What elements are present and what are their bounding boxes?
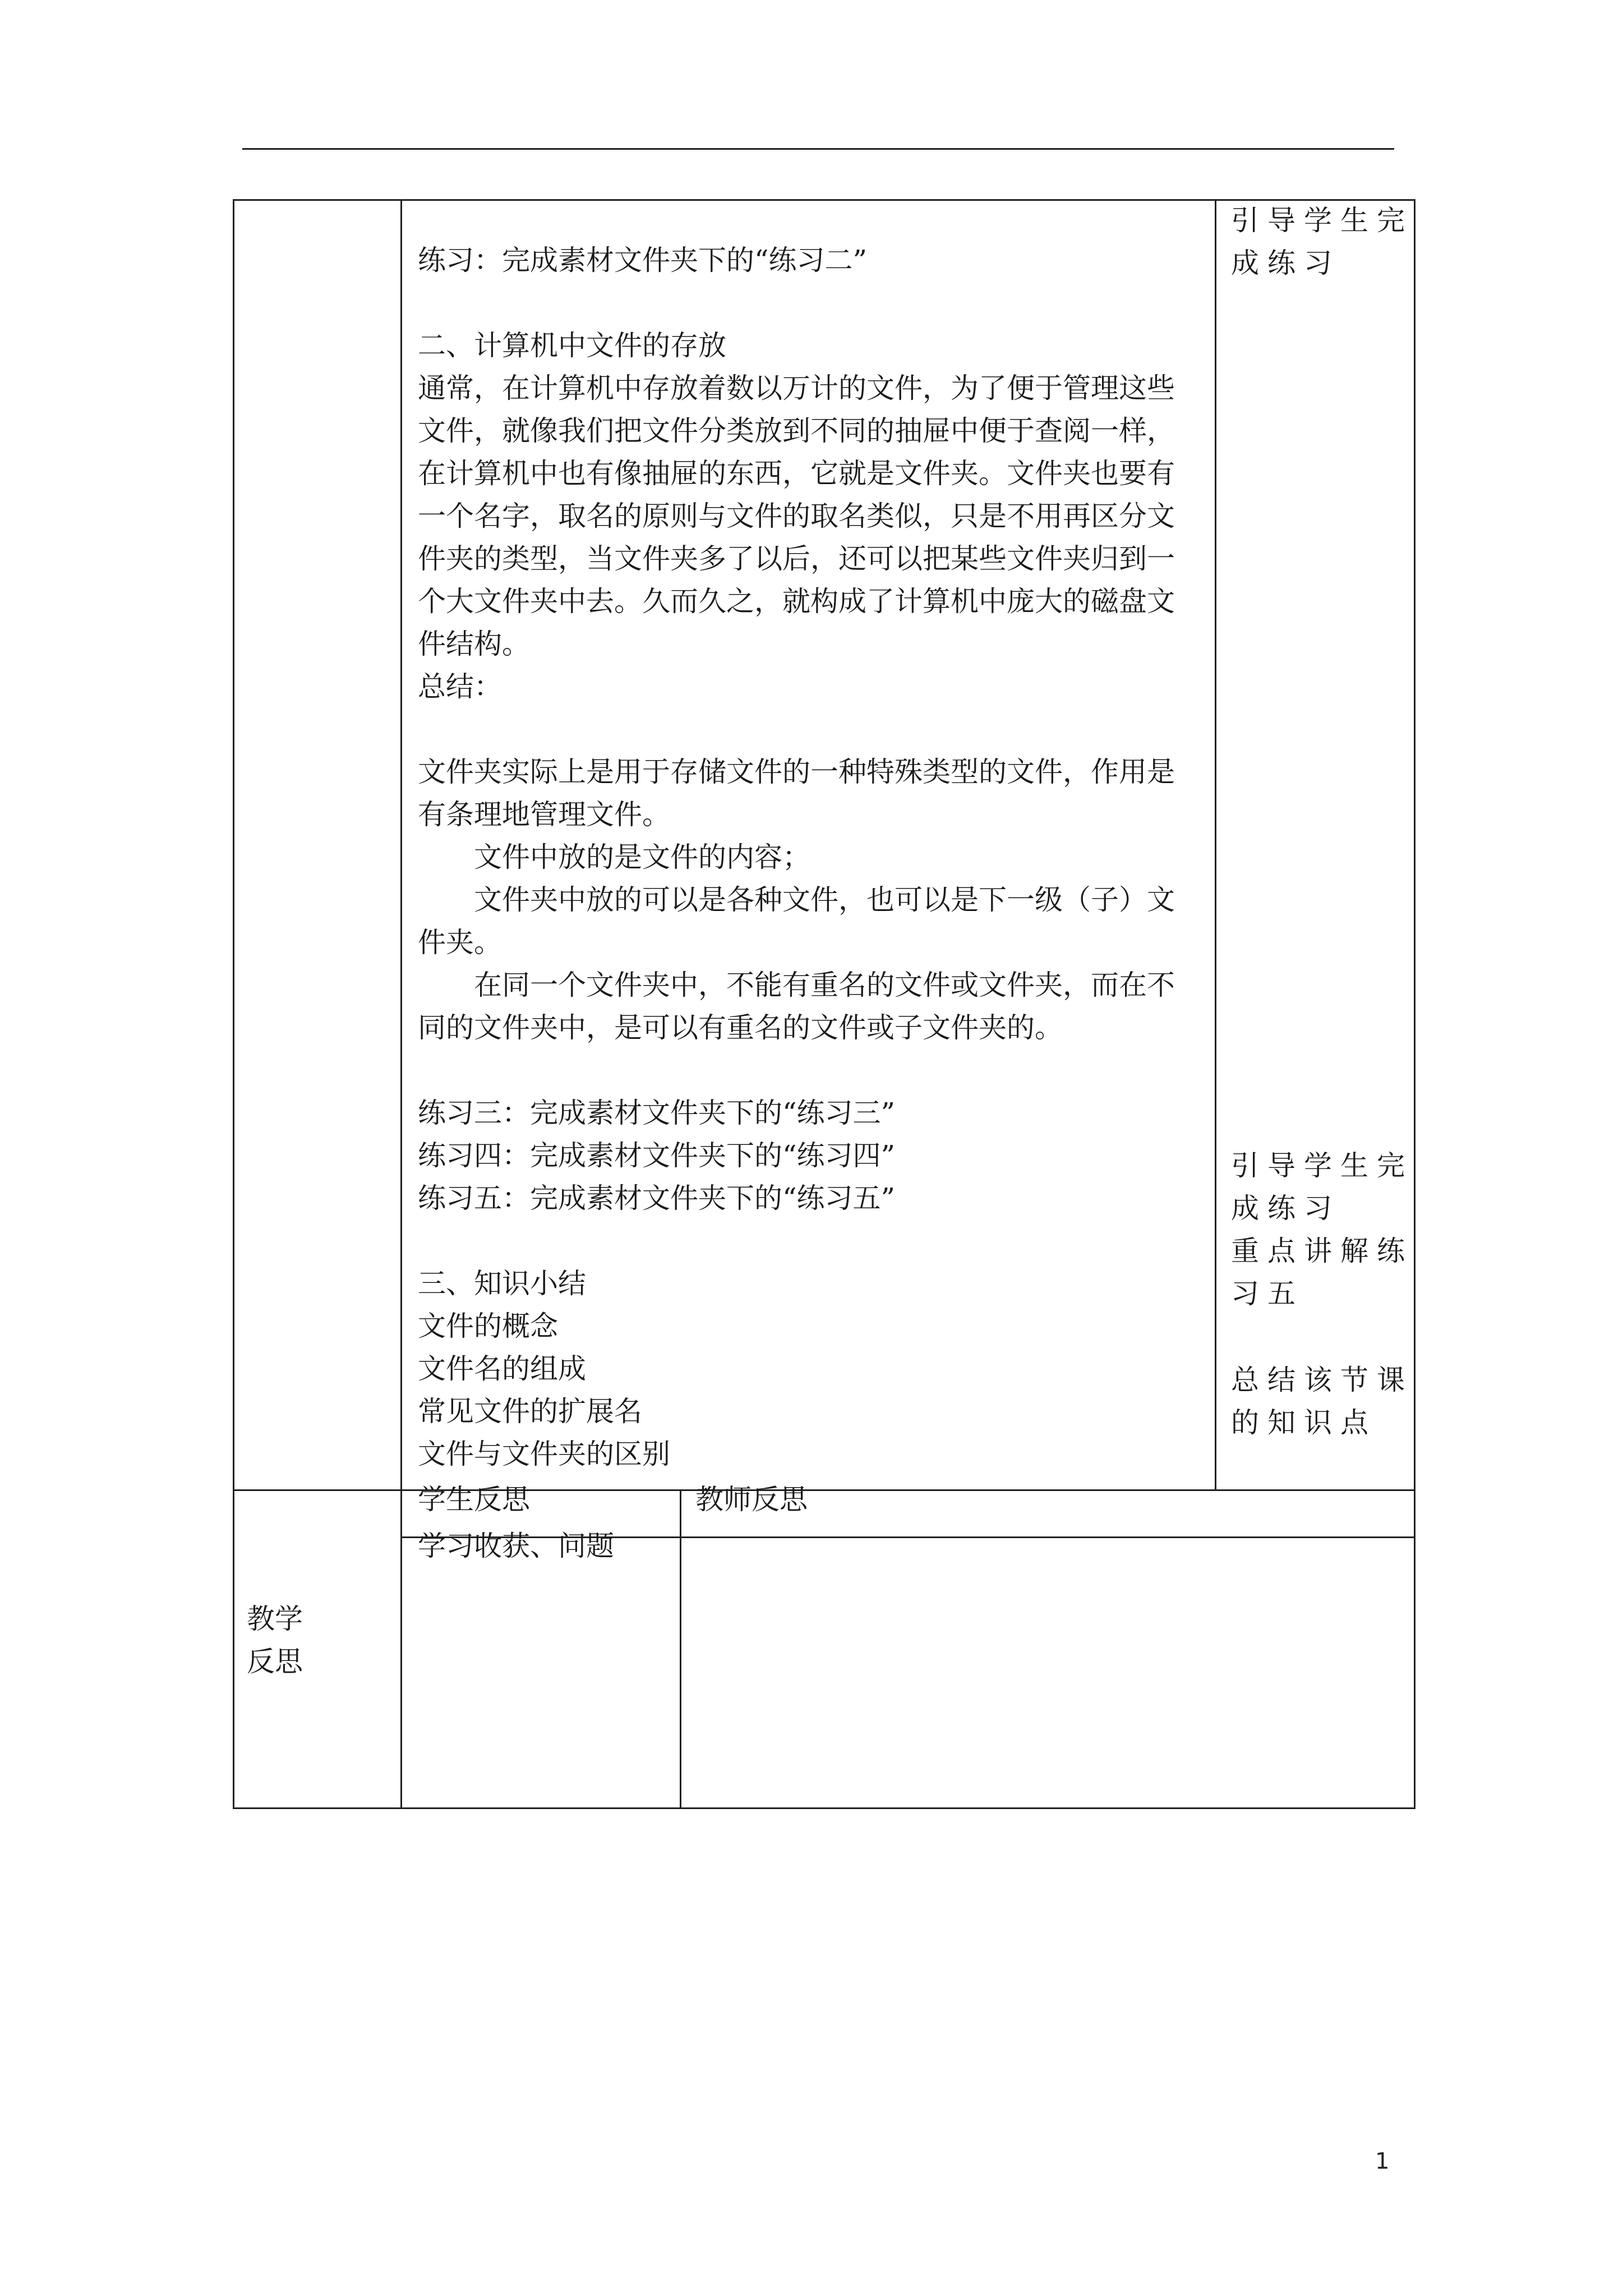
content-line: 同的文件夹中，是可以有重名的文件或子文件夹的。	[418, 1011, 1063, 1044]
note-summary	[1231, 1359, 1413, 1444]
content-line: 件夹。	[418, 926, 502, 959]
blank-line	[418, 282, 1200, 324]
content-line: 个大文件夹中去。久而久之，就构成了计算机中庞大的磁盘文	[418, 585, 1175, 618]
table-border-left	[233, 199, 234, 1809]
content-line: 练习四：完成素材文件夹下的“练习四”	[418, 1139, 896, 1172]
student-reflection-prompt: 学习收获、问题	[418, 1530, 614, 1562]
note-line: 的知识点	[1231, 1406, 1377, 1439]
note-line: 成练习	[1231, 247, 1340, 279]
table-border-right	[1414, 199, 1415, 1809]
content-line: 练习五：完成素材文件夹下的“练习五”	[418, 1182, 896, 1214]
content-line: 三、知识小结	[418, 1267, 586, 1300]
content-line: 文件夹实际上是用于存储文件的一种特殊类型的文件，作用是	[418, 756, 1175, 788]
note-line: 引导学生完	[1231, 204, 1413, 237]
content-line: 二、计算机中文件的存放	[418, 329, 726, 362]
teacher-reflection-header: 教师反思	[695, 1483, 808, 1516]
blank-line	[418, 1220, 1200, 1262]
reflection-label-line: 教学	[247, 1603, 303, 1635]
content-line: 有条理地管理文件。	[418, 798, 670, 831]
blank-line	[418, 1049, 1200, 1092]
lesson-content-cell	[418, 239, 1200, 1475]
content-line: 文件，就像我们把文件分类放到不同的抽屉中便于查阅一样，	[418, 415, 1175, 447]
note-practice-2	[1231, 1144, 1413, 1230]
note-line: 重点讲解练	[1231, 1235, 1413, 1267]
content-line: 在计算机中也有像抽屉的东西，它就是文件夹。文件夹也要有	[418, 457, 1175, 490]
reflection-label-line: 反思	[247, 1645, 303, 1678]
content-line: 练习：完成素材文件夹下的“练习二”	[418, 244, 868, 277]
note-practice-1	[1231, 199, 1413, 284]
blank-line	[418, 708, 1200, 751]
reflection-row-label	[247, 1598, 303, 1683]
note-line: 总结该节课	[1231, 1364, 1413, 1396]
content-line: 一个名字，取名的原则与文件的取名类似，只是不用再区分文	[418, 500, 1175, 532]
note-line: 习五	[1231, 1277, 1304, 1310]
student-reflection-header: 学生反思	[418, 1483, 530, 1516]
page-number: 1	[1375, 2148, 1390, 2174]
content-line: 总结：	[418, 670, 502, 703]
note-line: 成练习	[1231, 1192, 1340, 1225]
table-border-bottom	[233, 1807, 1415, 1809]
content-line: 件结构。	[418, 628, 530, 660]
content-line: 通常，在计算机中存放着数以万计的文件，为了便于管理这些	[418, 372, 1175, 404]
note-line: 引导学生完	[1231, 1149, 1413, 1182]
content-line: 在同一个文件夹中，不能有重名的文件或文件夹，而在不	[474, 969, 1175, 1001]
content-line: 文件名的组成	[418, 1352, 586, 1385]
content-line: 文件与文件夹的区别	[418, 1438, 670, 1470]
note-focus-exercise	[1231, 1230, 1413, 1315]
column-divider-label	[400, 199, 402, 1809]
header-rule	[242, 148, 1394, 150]
content-line: 件夹的类型，当文件夹多了以后，还可以把某些文件夹归到一	[418, 542, 1175, 575]
content-line: 文件夹中放的可以是各种文件，也可以是下一级（子）文	[474, 884, 1175, 916]
column-divider-notes	[1215, 199, 1216, 1490]
content-line: 文件的概念	[418, 1310, 558, 1342]
content-line: 常见文件的扩展名	[418, 1395, 642, 1428]
row-divider-reflection	[233, 1489, 1415, 1491]
content-line: 文件中放的是文件的内容；	[474, 841, 810, 873]
content-line: 练习三：完成素材文件夹下的“练习三”	[418, 1097, 896, 1129]
